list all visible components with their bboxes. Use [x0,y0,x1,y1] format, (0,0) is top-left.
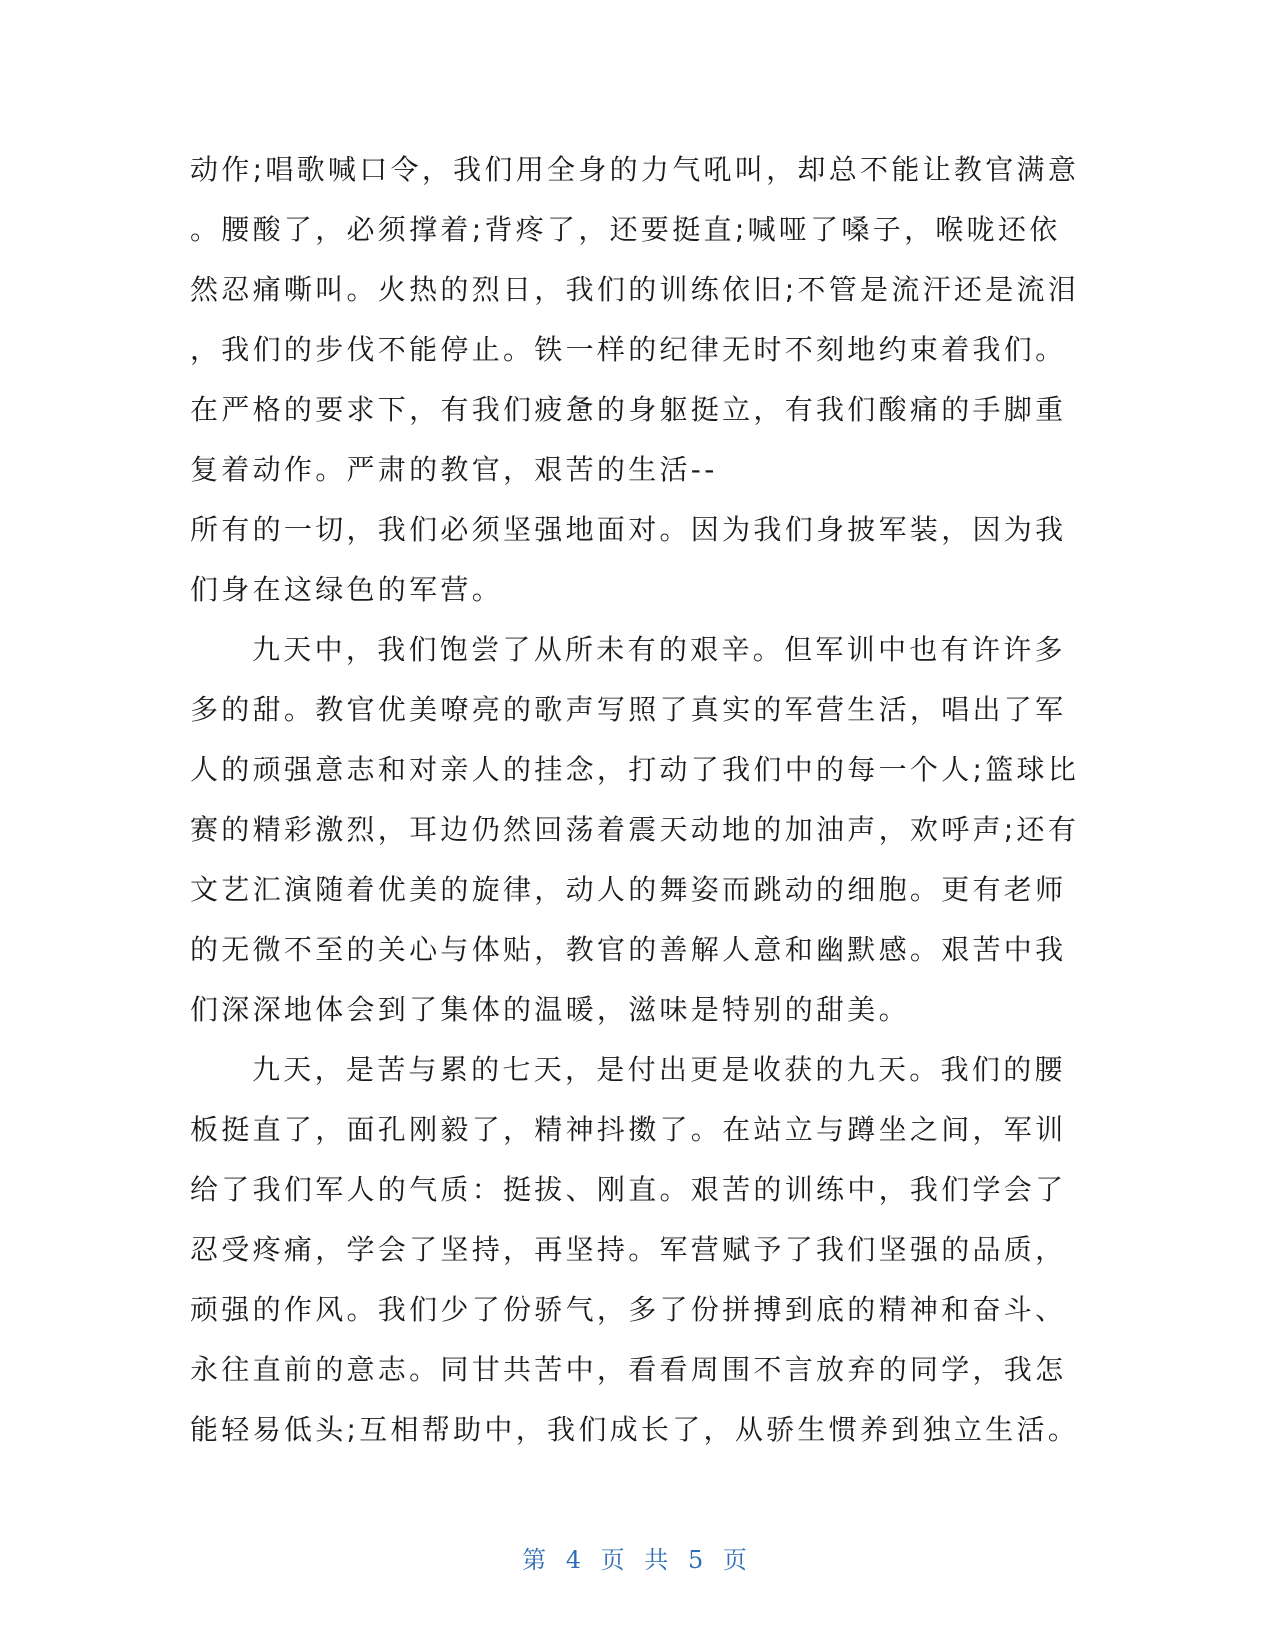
page-number-footer: 第 4 页 共 5 页 [522,1546,753,1574]
paragraph-2-line: 的无微不至的关心与体贴，教官的善解人意和幽默感。艰苦中我 [190,933,1067,966]
paragraph-2-line: 们深深地体会到了集体的温暖，滋味是特别的甜美。 [190,993,910,1026]
paragraph-2-first-line: 九天中，我们饱尝了从所未有的艰辛。但军训中也有许许多 [252,633,1066,666]
paragraph-3-line: 永往直前的意志。同甘共苦中，看看周围不言放弃的同学，我怎 [190,1353,1067,1386]
paragraph-1-line: 在严格的要求下，有我们疲惫的身躯挺立，有我们酸痛的手脚重 [190,393,1067,426]
paragraph-1-line: 然忍痛嘶叫。火热的烈日，我们的训练依旧;不管是流汗还是流泪 [190,273,1080,306]
paragraph-3-first-line: 九天，是苦与累的七天，是付出更是收获的九天。我们的腰 [252,1053,1066,1086]
paragraph-2-line: 人的顽强意志和对亲人的挂念，打动了我们中的每一个人;篮球比 [190,753,1080,786]
paragraph-3-line: 给了我们军人的气质：挺拔、刚直。艰苦的训练中，我们学会了 [190,1173,1067,1206]
paragraph-3-line: 板挺直了，面孔刚毅了，精神抖擞了。在站立与蹲坐之间，军训 [190,1113,1067,1146]
paragraph-1-line: 复着动作。严肃的教官，艰苦的生活-- [190,453,718,486]
paragraph-2-line: 多的甜。教官优美嘹亮的歌声写照了真实的军营生活，唱出了军 [190,693,1067,726]
paragraph-1-line: 们身在这绿色的军营。 [190,573,504,606]
document-body [190,140,1090,1460]
paragraph-2-line: 赛的精彩激烈，耳边仍然回荡着震天动地的加油声，欢呼声;还有 [190,813,1080,846]
paragraph-2-line: 文艺汇演随着优美的旋律，动人的舞姿而跳动的细胞。更有老师 [190,873,1067,906]
paragraph-1-line: 所有的一切，我们必须坚强地面对。因为我们身披军装，因为我 [190,513,1067,546]
paragraph-3-line: 能轻易低头;互相帮助中，我们成长了，从骄生惯养到独立生活。 [190,1413,1080,1446]
paragraph-3-line: 顽强的作风。我们少了份骄气，多了份拼搏到底的精神和奋斗、 [190,1293,1067,1326]
paragraph-1-line: ，我们的步伐不能停止。铁一样的纪律无时不刻地约束着我们。 [190,333,1067,366]
paragraph-1-line: 动作;唱歌喊口令，我们用全身的力气吼叫，却总不能让教官满意 [190,153,1080,186]
paragraph-3-line: 忍受疼痛，学会了坚持，再坚持。军营赋予了我们坚强的品质， [190,1233,1067,1266]
paragraph-1-line: 。腰酸了，必须撑着;背疼了，还要挺直;喊哑了嗓子，喉咙还依 [190,213,1061,246]
